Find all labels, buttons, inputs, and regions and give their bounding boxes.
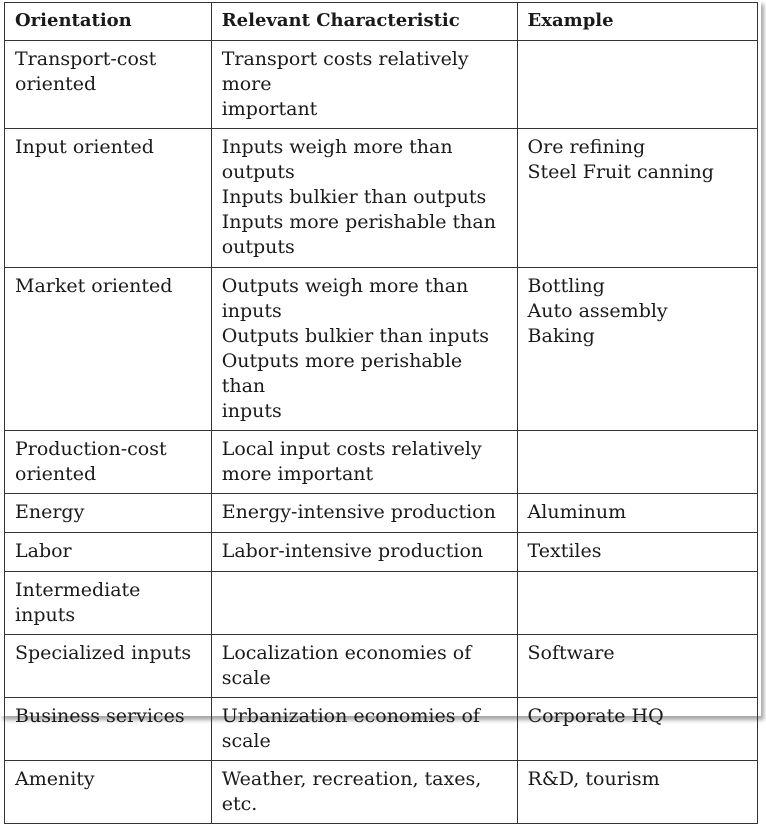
cell-line: more important — [221, 463, 374, 485]
cell-line: outputs — [221, 161, 295, 183]
cell-orientation — [5, 494, 212, 533]
cell-line: Production-cost — [15, 438, 167, 460]
table-row — [5, 41, 758, 129]
cell-line: Inputs bulkier than outputs — [221, 186, 487, 208]
cell-orientation — [5, 41, 212, 129]
cell-line: Textiles — [527, 540, 602, 562]
cell-example — [517, 572, 757, 635]
cell-line: Local input costs relatively — [221, 438, 482, 460]
cell-line: inputs — [221, 300, 282, 322]
cell-line: oriented — [15, 463, 97, 485]
table-row — [5, 494, 758, 533]
cell-orientation — [5, 129, 212, 268]
table-row — [5, 268, 758, 431]
header-example: Example — [517, 3, 757, 41]
cell-line: Business services — [15, 705, 185, 727]
cell-line: R&D, tourism — [527, 768, 660, 790]
cell-line: Input oriented — [15, 136, 154, 158]
cell-orientation — [5, 572, 212, 635]
cell-example — [517, 761, 757, 824]
cell-characteristic — [211, 698, 517, 761]
cell-characteristic — [211, 533, 517, 572]
cell-orientation — [5, 698, 212, 761]
cell-orientation — [5, 431, 212, 494]
cell-orientation — [5, 761, 212, 824]
cell-line: outputs — [221, 236, 295, 258]
cell-example — [517, 494, 757, 533]
cell-orientation — [5, 533, 212, 572]
cell-line: Software — [527, 642, 615, 664]
header-characteristic: Relevant Characteristic — [211, 3, 517, 41]
cell-line: Specialized inputs — [15, 642, 192, 664]
cell-example — [517, 635, 757, 698]
cell-line: Localization economies of scale — [221, 642, 472, 689]
cell-example — [517, 268, 757, 431]
cell-line: Outputs more perishable than — [221, 350, 463, 397]
cell-line: Urbanization economies of — [221, 705, 480, 727]
cell-example — [517, 129, 757, 268]
cell-line: Weather, recreation, taxes, etc. — [221, 768, 482, 815]
cell-example — [517, 533, 757, 572]
cell-line: Aluminum — [527, 501, 627, 523]
cell-line: Transport costs relatively more — [221, 48, 469, 95]
table-row — [5, 572, 758, 635]
cell-line: Outputs bulkier than inputs — [221, 325, 489, 347]
table-row — [5, 635, 758, 698]
table-row — [5, 431, 758, 494]
header-row — [5, 3, 758, 41]
orientation-table — [4, 2, 758, 824]
cell-line: Energy — [15, 501, 85, 523]
cell-line: Inputs more perishable than — [221, 211, 496, 233]
cell-line: Inputs weigh more than — [221, 136, 453, 158]
cell-line: Energy-intensive production — [221, 501, 496, 523]
cell-characteristic — [211, 129, 517, 268]
cell-line: Bottling — [527, 275, 605, 297]
header-orientation: Orientation — [5, 3, 212, 41]
cell-line: Steel Fruit canning — [527, 161, 714, 183]
cell-orientation — [5, 635, 212, 698]
cell-line: Transport-cost — [15, 48, 157, 70]
cell-line: Baking — [527, 325, 595, 347]
cell-line: Intermediate inputs — [15, 579, 141, 626]
cell-characteristic — [211, 635, 517, 698]
cell-characteristic — [211, 268, 517, 431]
table-body — [5, 41, 758, 824]
cell-characteristic — [211, 431, 517, 494]
table-row — [5, 698, 758, 761]
cell-line: Outputs weigh more than — [221, 275, 469, 297]
cell-line: Corporate HQ — [527, 705, 664, 727]
table-row — [5, 761, 758, 824]
cell-line: Ore refining — [527, 136, 646, 158]
cell-line: Labor-intensive production — [221, 540, 484, 562]
cell-characteristic — [211, 761, 517, 824]
cell-line: Auto assembly — [527, 300, 668, 322]
cell-example — [517, 41, 757, 129]
cell-line: oriented — [15, 73, 97, 95]
table-row — [5, 533, 758, 572]
cell-characteristic — [211, 572, 517, 635]
table-row — [5, 129, 758, 268]
cell-orientation — [5, 268, 212, 431]
cell-characteristic — [211, 494, 517, 533]
cell-example — [517, 698, 757, 761]
cell-line: Market oriented — [15, 275, 173, 297]
cell-line: Labor — [15, 540, 72, 562]
cell-line: Amenity — [15, 768, 95, 790]
cell-example — [517, 431, 757, 494]
cell-line: scale — [221, 730, 271, 752]
cell-line: inputs — [221, 400, 282, 422]
cell-characteristic — [211, 41, 517, 129]
cell-line: important — [221, 98, 318, 120]
